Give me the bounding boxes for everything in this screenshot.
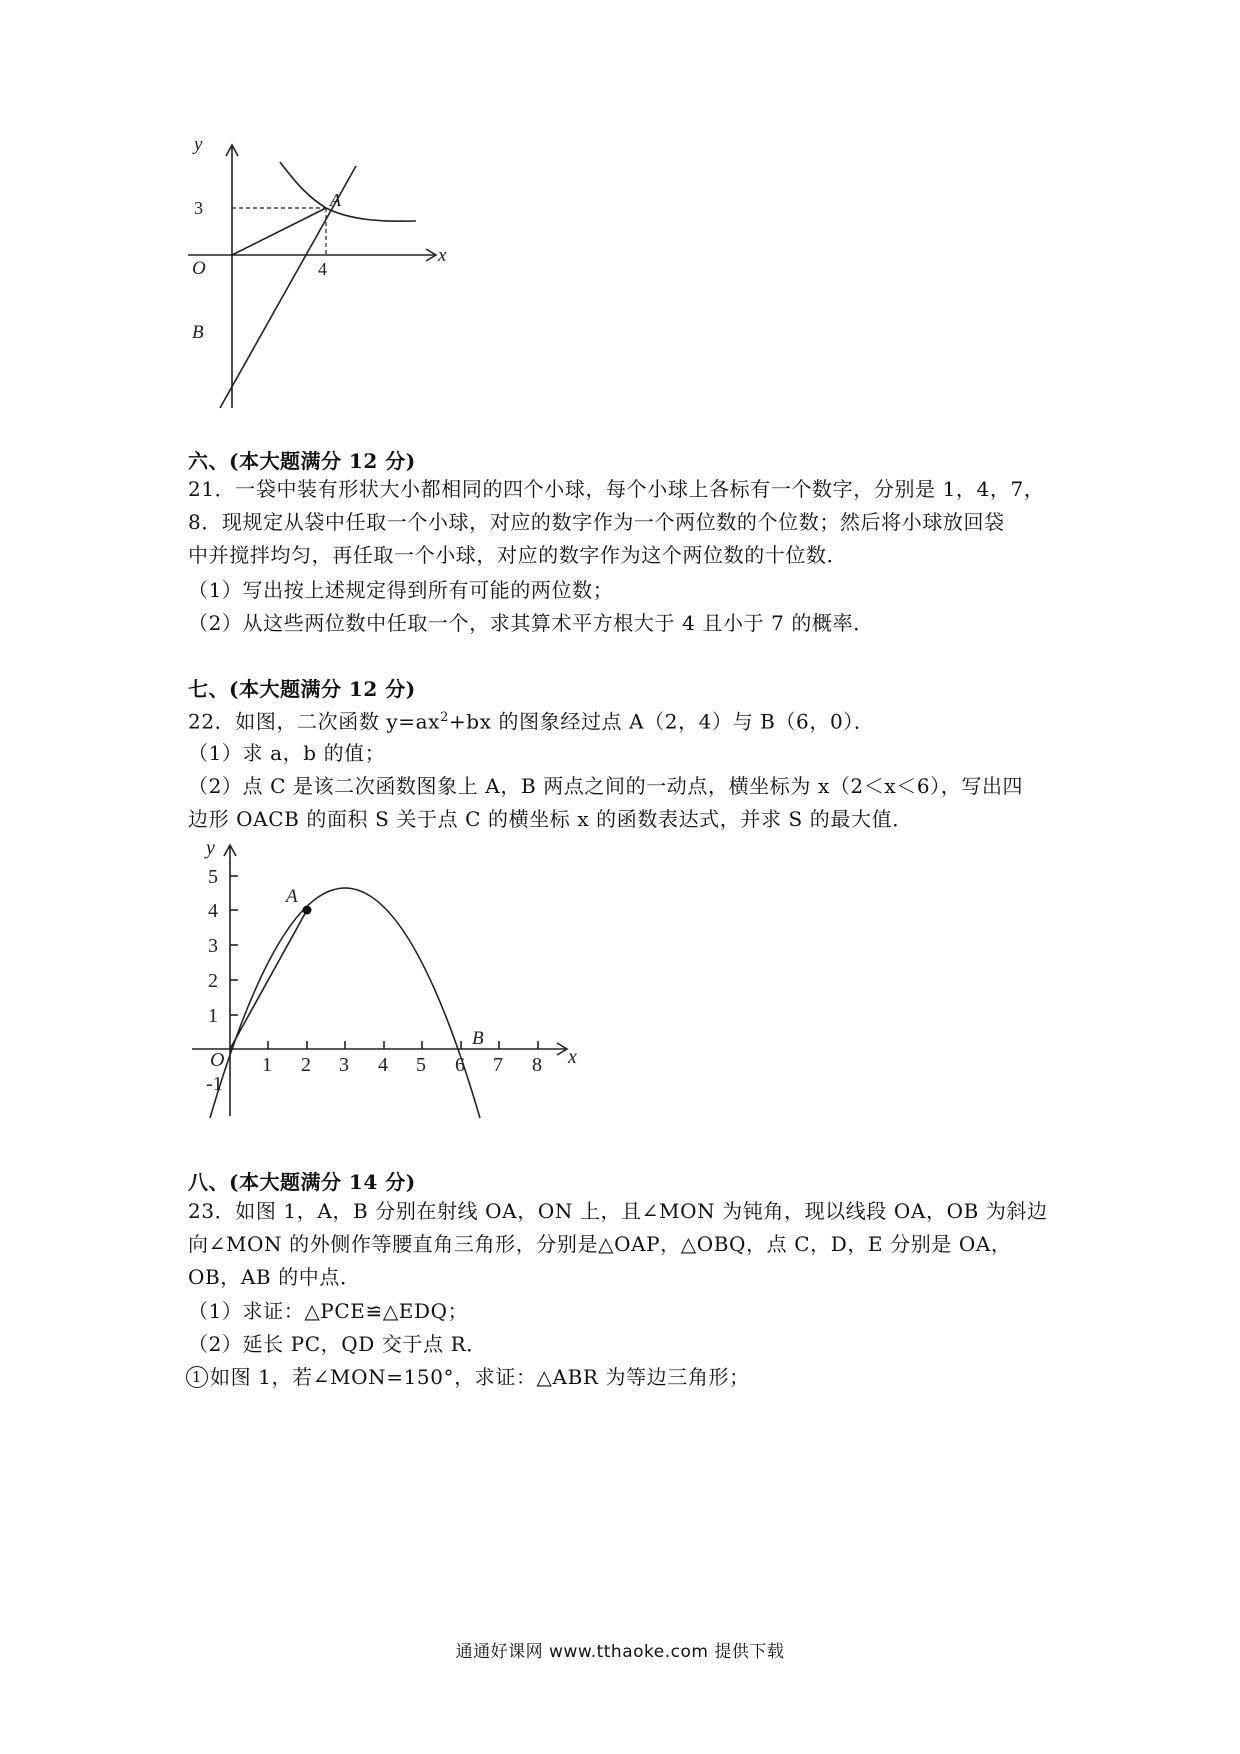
question-23-line-2: 向∠MON 的外侧作等腰直角三角形，分别是△OAP，△OBQ，点 C，D，E 分别是 OA， bbox=[188, 1232, 1012, 1256]
question-22-part-1: （1）求 a，b 的值； bbox=[188, 741, 386, 765]
question-22-line-1-pre: 22．如图，二次函数 y=ax bbox=[188, 709, 441, 734]
question-21-line-2: 8．现规定从袋中任取一个小球，对应的数字作为一个两位数的个位数；然后将小球放回袋 bbox=[188, 510, 1005, 534]
y-axis-label: y bbox=[194, 140, 203, 155]
point-a-marker bbox=[303, 906, 312, 915]
x-tick-4: 4 bbox=[318, 259, 327, 279]
x-axis-label: x bbox=[568, 1046, 577, 1068]
exponent-2: 2 bbox=[440, 710, 449, 725]
y-axis-label: y bbox=[206, 838, 215, 859]
y-tick-label-1: 1 bbox=[208, 1005, 218, 1027]
x-tick-label-8: 8 bbox=[532, 1054, 542, 1076]
x-tick-label-6: 6 bbox=[455, 1054, 465, 1076]
point-b-label: B bbox=[472, 1028, 484, 1049]
point-a-label: A bbox=[286, 886, 298, 907]
question-22-line-1 bbox=[188, 703, 875, 737]
question-23-part-1: （1）求证：△PCE≌△EDQ； bbox=[188, 1299, 469, 1323]
x-tick-label-1: 1 bbox=[262, 1054, 272, 1076]
question-23-part-2: （2）延长 PC，QD 交于点 R． bbox=[188, 1332, 487, 1356]
x-axis-label: x bbox=[438, 245, 447, 266]
x-tick-label-2: 2 bbox=[301, 1054, 311, 1076]
section-8-heading: 八、(本大题满分 14 分) bbox=[188, 1170, 416, 1194]
parabola-curve bbox=[210, 888, 480, 1118]
y-tick-3: 3 bbox=[194, 198, 203, 218]
question-21-line-3: 中并搅拌均匀，再任取一个小球，对应的数字作为这个两位数的十位数． bbox=[188, 543, 848, 567]
question-22-line-1-post: +bx 的图象经过点 A（2，4）与 B（6，0）． bbox=[448, 709, 875, 734]
point-a-label: A bbox=[330, 190, 341, 210]
figure-2-graph bbox=[190, 838, 580, 1120]
y-tick-label-5: 5 bbox=[208, 866, 218, 888]
y-tick-label-4: 4 bbox=[208, 900, 218, 922]
line-oa bbox=[232, 208, 326, 255]
chord-oa bbox=[230, 910, 307, 1049]
question-22-line-4: 边形 OACB 的面积 S 关于点 C 的横坐标 x 的函数表达式，并求 S 的最大值． bbox=[188, 807, 913, 831]
page-footer: 通通好课网 www.tthaoke.com 提供下载 bbox=[455, 1642, 785, 1662]
origin-label: O bbox=[192, 258, 206, 279]
neg-one-label: -1 bbox=[206, 1073, 223, 1095]
question-23-line-1: 23．如图 1，A，B 分别在射线 OA，ON 上，且∠MON 为钝角，现以线段 OA，OB 为斜边 bbox=[188, 1199, 1048, 1223]
subpart-1-text: 如图 1，若∠MON=150°，求证：△ABR 为等边三角形； bbox=[210, 1365, 750, 1389]
y-tick-label-3: 3 bbox=[208, 935, 218, 957]
x-tick-label-7: 7 bbox=[493, 1054, 503, 1076]
x-tick-label-5: 5 bbox=[416, 1054, 426, 1076]
question-21-part-1: （1）写出按上述规定得到所有可能的两位数； bbox=[188, 578, 614, 602]
x-tick-label-4: 4 bbox=[378, 1054, 388, 1076]
origin-label: O bbox=[210, 1049, 225, 1071]
hyperbola-curve bbox=[280, 162, 416, 221]
question-23-line-3: OB，AB 的中点． bbox=[188, 1265, 361, 1289]
x-tick-label-3: 3 bbox=[339, 1054, 349, 1076]
y-tick-label-2: 2 bbox=[208, 970, 218, 992]
circled-number: 1 bbox=[186, 1366, 208, 1388]
section-6-heading: 六、(本大题满分 12 分) bbox=[188, 449, 416, 473]
question-21-line-1: 21．一袋中装有形状大小都相同的四个小球，每个小球上各标有一个数字，分别是 1，4，7， bbox=[188, 477, 1045, 501]
question-22-part-2: （2）点 C 是该二次函数图象上 A，B 两点之间的一动点，横坐标为 x（2＜x＜6），写出四 bbox=[188, 774, 1024, 798]
section-7-heading: 七、(本大题满分 12 分) bbox=[188, 677, 416, 701]
question-21-part-2: （2）从这些两位数中任取一个，求其算术平方根大于 4 且小于 7 的概率． bbox=[188, 611, 874, 635]
question-23-subpart-1 bbox=[186, 1362, 750, 1392]
figure-1-graph bbox=[180, 140, 450, 420]
point-b-label: B bbox=[192, 322, 204, 343]
